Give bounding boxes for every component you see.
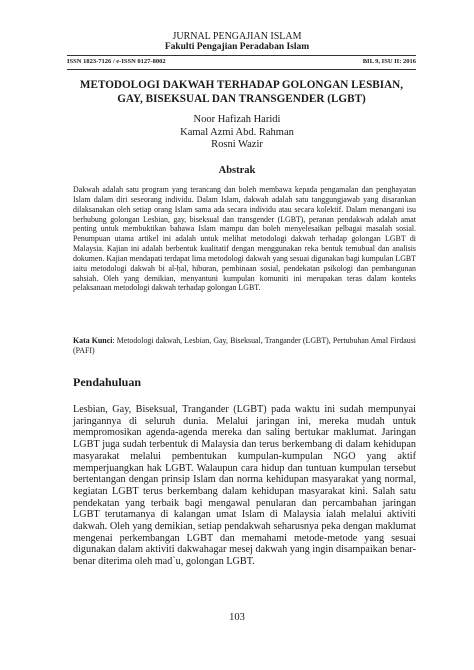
keywords-label: Kata Kunci	[73, 336, 113, 345]
issn-line: ISSN 1823-7126 / e-ISSN 0127-8002	[67, 58, 166, 65]
article-title: METODOLOGI DAKWAH TERHADAP GOLONGAN LESBIAN, GAY, BISEKSUAL DAN TRANSGENDER (LGBT)	[79, 79, 404, 105]
author-list	[0, 114, 474, 152]
section-heading: Pendahuluan	[73, 375, 142, 389]
intro-paragraph: Lesbian, Gay, Biseksual, Trangander (LGBT) pada waktu ini sudah mempunyai jaringannya di seluruh dunia. Melalui jaringan ini, mereka mudah untuk mempromosikan agenda-agenda mereka dan saling bertukar maklumat. Jaringan LGBT juga sudah terbentuk di Malaysia dan terus berkembang di dalam kehidupan masyarakat melalui pembentukan kumpulan-kumpulan NGO yang aktif memperjuangkan hak LGBT. Walaupun cara hidup dan tuntuan kumpulan tersebut bertentangan dengan prinsip Islam dan norma kehidupan masyarakat yang normal, kegiatan LGBT terus berkembang dalam kehidupan masyarakat kini. Salah satu pendekatan yang terbaik bagi mengawal penularan dan percambahan jaringan LGBT terutamanya di kalangan umat Islam di Malaysia ialah melalui aktiviti dakwah. Oleh yang demikian, setiap pendakwah seharusnya peka dengan maklumat mengenai perkembangan LGBT dan memahami metode-metode yang sesuai digunakan dalam aktiviti dakwahagar mesej dakwah yang ingin disampaikan benar-benar diterima oleh mad`u, golongan LGBT.	[73, 404, 416, 568]
keywords-text: : Metodologi dakwah, Lesbian, Gay, Biseksual, Trangander (LGBT), Pertubuhan Amal Firdausi (PAFI)	[73, 336, 416, 355]
abstract-text: Dakwah adalah satu program yang terancang dan boleh membawa kepada pengamalan dan penghayatan Islam dalam diri seseorang individu. Dalam Islam, dakwah adalah satu tanggungjawab yang disarankan dilaksanakan oleh setiap orang Islam sama ada secara individu atau secara kolektif. Dalam menangani isu berhubung golongan Lesbian, gay, biseksual dan transgender (LGBT), peranan pendakwah adalah amat penting untuk membuktikan bahawa Islam mampu dan boleh menyelesaikan pelbagai masalah sosial. Penumpuan utama artikel ini adalah untuk melihat metodologi dakwah terhadap golongan LGBT di Malaysia. Kajian ini adalah berbentuk kualitatif dengan menggunakan reka bentuk temubual dan analisis dokumen. Kajian mendapati terdapat lima metodologi dakwah yang sesuai digunakan bagi kumpulan LGBT iaitu metodologi dakwah bi al-ḥal, hiburan, pembinaan sosial, pendekatan psikologi dan pembangunan sahsiah. Oleh yang demikian, menyantuni kumpulan komuniti ini merupakan teras dalam konteks pelaksanaan metodologi dakwah terhadap golongan LGBT.	[73, 185, 416, 293]
keywords	[73, 336, 416, 356]
author-name: Rosni Wazir	[211, 139, 263, 150]
author-name: Kamal Azmi Abd. Rahman	[180, 126, 294, 138]
abstract-heading: Abstrak	[218, 165, 256, 176]
header-rule-bottom	[67, 69, 416, 70]
volume-issue: BIL 9, ISU II: 2016	[362, 58, 416, 65]
page-number: 103	[229, 612, 245, 623]
header-rule-top	[67, 55, 416, 56]
faculty-name: Fakulti Pengajian Peradaban Islam	[164, 42, 310, 52]
author-name: Noor Hafizah Haridi	[193, 114, 281, 125]
journal-name: JURNAL PENGAJIAN ISLAM	[172, 31, 302, 42]
